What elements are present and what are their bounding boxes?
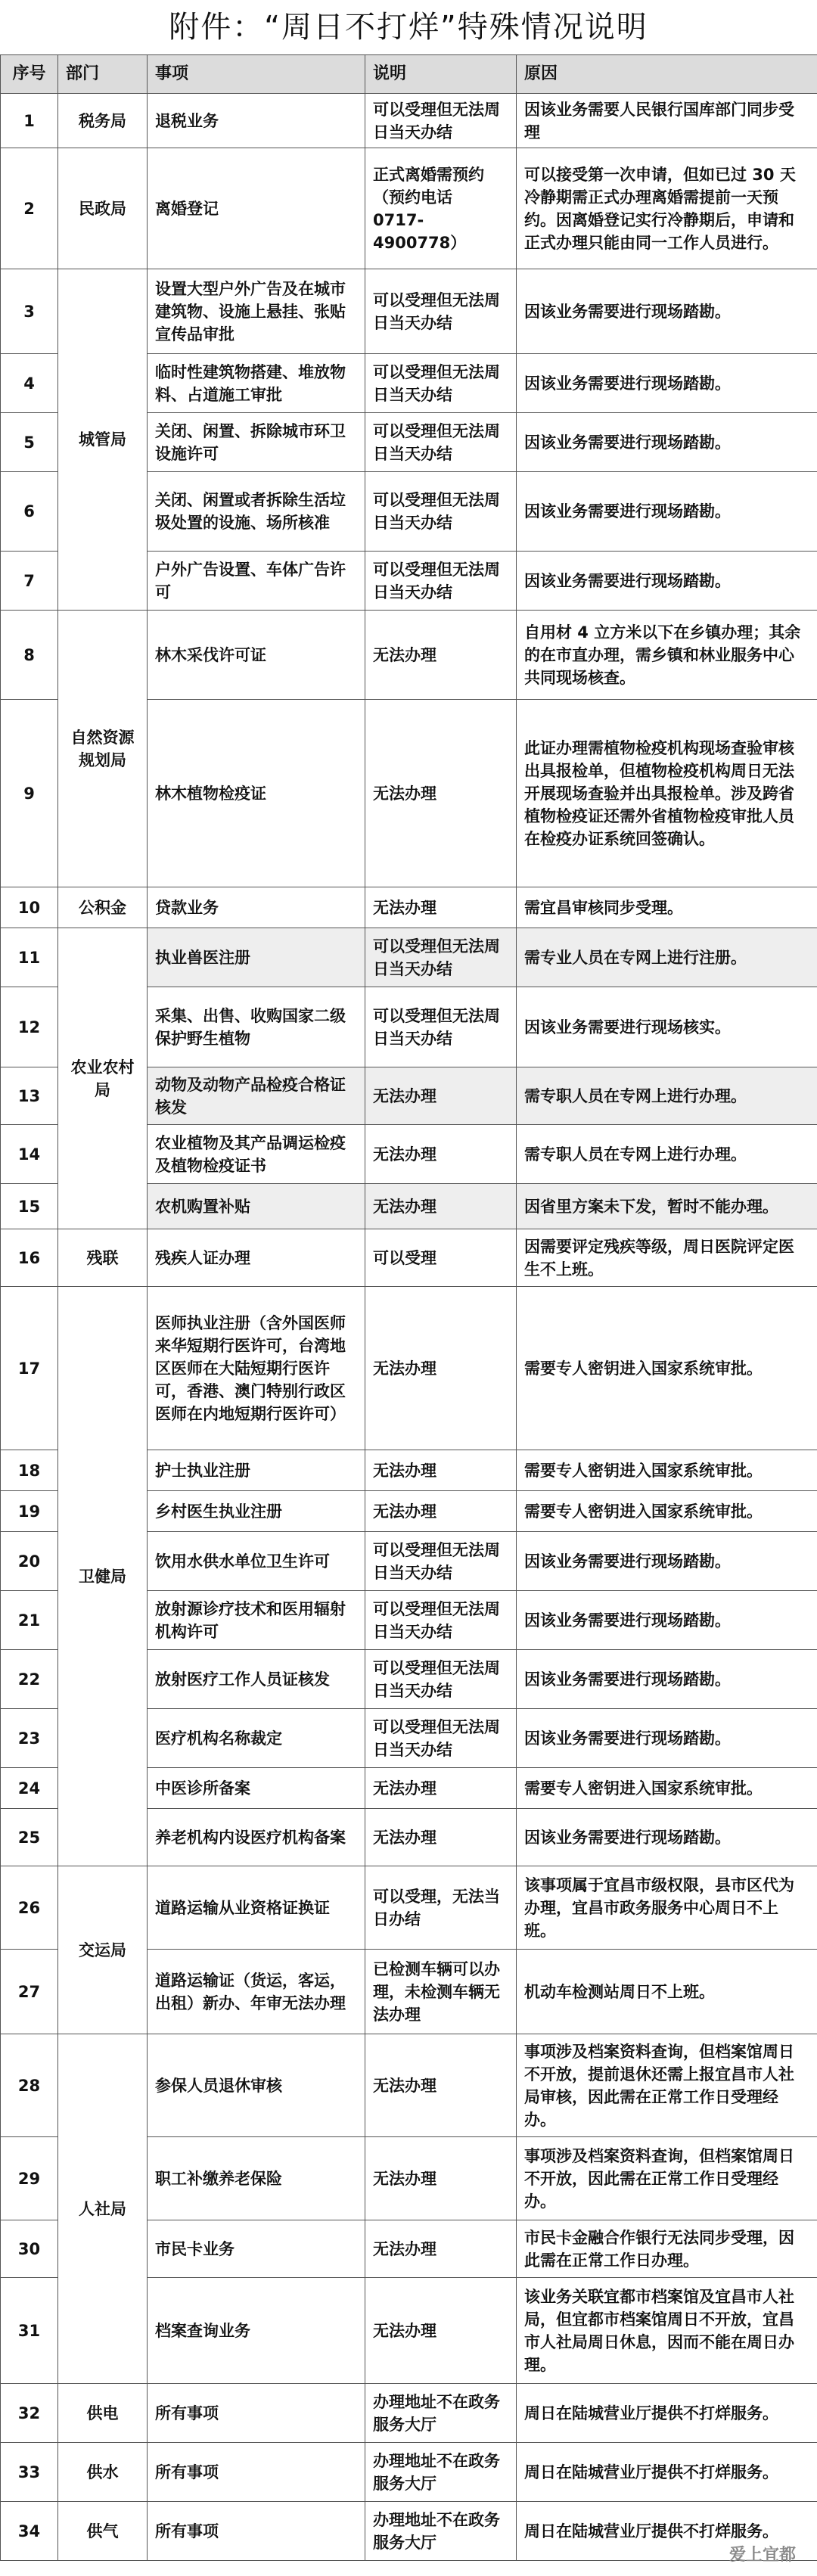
row-no: 20 xyxy=(1,1532,58,1591)
row-note: 办理地址不在政务服务大厅 xyxy=(365,2384,517,2443)
row-reason: 需要专人密钥进入国家系统审批。 xyxy=(517,1768,817,1809)
table-row xyxy=(1,269,817,354)
row-item: 采集、出售、收购国家二级保护野生植物 xyxy=(148,987,365,1067)
row-note: 无法办理 xyxy=(365,2278,517,2384)
row-reason: 需要专人密钥进入国家系统审批。 xyxy=(517,1450,817,1491)
table-row xyxy=(1,1229,817,1287)
row-item: 临时性建筑物搭建、堆放物料、占道施工审批 xyxy=(148,354,365,413)
row-note: 可以受理但无法周日当天办结 xyxy=(365,1591,517,1650)
row-reason: 因省里方案未下发，暂时不能办理。 xyxy=(517,1184,817,1229)
row-no: 6 xyxy=(1,472,58,552)
row-dept: 供电 xyxy=(58,2384,148,2443)
row-item: 贷款业务 xyxy=(148,887,365,928)
row-no: 1 xyxy=(1,94,58,148)
special-cases-table xyxy=(0,54,817,2561)
table-row xyxy=(1,148,817,269)
row-note: 无法办理 xyxy=(365,2137,517,2220)
row-reason: 周日在陆城营业厅提供不打烊服务。 xyxy=(517,2384,817,2443)
row-no: 13 xyxy=(1,1067,58,1125)
row-reason: 周日在陆城营业厅提供不打烊服务。 xyxy=(517,2502,817,2561)
row-no: 14 xyxy=(1,1125,58,1184)
row-dept: 供水 xyxy=(58,2443,148,2502)
row-item: 饮用水供水单位卫生许可 xyxy=(148,1532,365,1591)
row-note: 可以受理但无法周日当天办结 xyxy=(365,94,517,148)
row-no: 12 xyxy=(1,987,58,1067)
table-row xyxy=(1,2443,817,2502)
row-item: 残疾人证办理 xyxy=(148,1229,365,1287)
row-note: 无法办理 xyxy=(365,1125,517,1184)
row-no: 10 xyxy=(1,887,58,928)
row-reason: 因该业务需要进行现场踏勘。 xyxy=(517,1591,817,1650)
row-no: 3 xyxy=(1,269,58,354)
row-note: 可以受理但无法周日当天办结 xyxy=(365,987,517,1067)
row-note: 已检测车辆可以办理，未检测车辆无法办理 xyxy=(365,1950,517,2034)
row-item: 中医诊所备案 xyxy=(148,1768,365,1809)
row-note: 可以受理但无法周日当天办结 xyxy=(365,1650,517,1709)
row-no: 26 xyxy=(1,1866,58,1950)
row-item: 林木植物检疫证 xyxy=(148,700,365,887)
row-no: 19 xyxy=(1,1491,58,1532)
row-item: 农业植物及其产品调运检疫及植物检疫证书 xyxy=(148,1125,365,1184)
row-reason: 周日在陆城营业厅提供不打烊服务。 xyxy=(517,2443,817,2502)
header-item: 事项 xyxy=(148,55,365,94)
row-note: 可以受理 xyxy=(365,1229,517,1287)
row-dept: 卫健局 xyxy=(58,1287,148,1866)
row-item: 道路运输证（货运，客运，出租）新办、年审无法办理 xyxy=(148,1950,365,2034)
row-reason: 因该业务需要进行现场踏勘。 xyxy=(517,1532,817,1591)
row-dept: 城管局 xyxy=(58,269,148,611)
row-no: 15 xyxy=(1,1184,58,1229)
table-row xyxy=(1,94,817,148)
row-reason: 需专职人员在专网上进行办理。 xyxy=(517,1125,817,1184)
row-note: 可以受理但无法周日当天办结 xyxy=(365,354,517,413)
row-item: 道路运输从业资格证换证 xyxy=(148,1866,365,1950)
row-item: 乡村医生执业注册 xyxy=(148,1491,365,1532)
row-reason: 需专职人员在专网上进行办理。 xyxy=(517,1067,817,1125)
row-note: 办理地址不在政务服务大厅 xyxy=(365,2502,517,2561)
row-item: 医疗机构名称裁定 xyxy=(148,1709,365,1768)
row-reason: 事项涉及档案资料查询，但档案馆周日不开放，因此需在正常工作日受理经办。 xyxy=(517,2137,817,2220)
row-no: 16 xyxy=(1,1229,58,1287)
row-reason: 因该业务需要进行现场踏勘。 xyxy=(517,1709,817,1768)
row-item: 职工补缴养老保险 xyxy=(148,2137,365,2220)
row-reason: 因该业务需要进行现场核实。 xyxy=(517,987,817,1067)
table-row xyxy=(1,1287,817,1450)
row-item: 离婚登记 xyxy=(148,148,365,269)
row-note: 无法办理 xyxy=(365,887,517,928)
watermark-logo: 爱上宜都 xyxy=(728,2546,796,2565)
table-header-row xyxy=(1,55,817,94)
row-note: 无法办理 xyxy=(365,1450,517,1491)
row-note: 可以受理但无法周日当天办结 xyxy=(365,413,517,472)
table-row xyxy=(1,2502,817,2561)
row-item: 医师执业注册（含外国医师来华短期行医许可，台湾地区医师在大陆短期行医许可，香港、澳门特别行政区医师在内地短期行医许可） xyxy=(148,1287,365,1450)
row-no: 34 xyxy=(1,2502,58,2561)
row-item: 关闭、闲置、拆除城市环卫设施许可 xyxy=(148,413,365,472)
row-no: 27 xyxy=(1,1950,58,2034)
row-no: 22 xyxy=(1,1650,58,1709)
row-item: 所有事项 xyxy=(148,2502,365,2561)
table-row xyxy=(1,1866,817,1950)
row-note: 无法办理 xyxy=(365,1184,517,1229)
row-item: 放射医疗工作人员证核发 xyxy=(148,1650,365,1709)
row-dept: 农业农村局 xyxy=(58,928,148,1229)
table-row xyxy=(1,887,817,928)
row-note: 无法办理 xyxy=(365,1809,517,1866)
header-note: 说明 xyxy=(365,55,517,94)
row-dept: 残联 xyxy=(58,1229,148,1287)
row-no: 24 xyxy=(1,1768,58,1809)
row-note: 可以受理但无法周日当天办结 xyxy=(365,928,517,987)
row-reason: 因该业务需要进行现场踏勘。 xyxy=(517,1650,817,1709)
row-item: 放射源诊疗技术和医用辐射机构许可 xyxy=(148,1591,365,1650)
row-note: 可以受理但无法周日当天办结 xyxy=(365,1709,517,1768)
row-note: 无法办理 xyxy=(365,1768,517,1809)
row-no: 33 xyxy=(1,2443,58,2502)
row-no: 9 xyxy=(1,700,58,887)
header-dept: 部门 xyxy=(58,55,148,94)
row-item: 参保人员退休审核 xyxy=(148,2034,365,2137)
row-reason: 事项涉及档案资料查询，但档案馆周日不开放，提前退休还需上报宜昌市人社局审核，因此需在正常工作日受理经办。 xyxy=(517,2034,817,2137)
row-item: 林木采伐许可证 xyxy=(148,611,365,700)
row-reason: 此证办理需植物检疫机构现场查验审核出具报检单，但植物检疫机构周日无法开展现场查验并出具报检单。涉及跨省植物检疫证还需外省植物检疫审批人员在检疫办证系统回签确认。 xyxy=(517,700,817,887)
row-note: 可以受理但无法周日当天办结 xyxy=(365,552,517,611)
row-no: 5 xyxy=(1,413,58,472)
row-dept: 供气 xyxy=(58,2502,148,2561)
row-reason: 需宜昌审核同步受理。 xyxy=(517,887,817,928)
row-item: 档案查询业务 xyxy=(148,2278,365,2384)
row-reason: 该业务关联宜都市档案馆及宜昌市人社局，但宜都市档案馆周日不开放，宜昌市人社局周日休息，因而不能在周日办理。 xyxy=(517,2278,817,2384)
row-note: 无法办理 xyxy=(365,2220,517,2278)
row-no: 17 xyxy=(1,1287,58,1450)
row-reason: 因该业务需要进行现场踏勘。 xyxy=(517,472,817,552)
header-no: 序号 xyxy=(1,55,58,94)
row-note: 无法办理 xyxy=(365,1491,517,1532)
row-reason: 自用材 4 立方米以下在乡镇办理；其余的在市直办理，需乡镇和林业服务中心共同现场核查。 xyxy=(517,611,817,700)
row-no: 31 xyxy=(1,2278,58,2384)
row-reason: 需专业人员在专网上进行注册。 xyxy=(517,928,817,987)
row-no: 11 xyxy=(1,928,58,987)
row-dept: 民政局 xyxy=(58,148,148,269)
row-no: 4 xyxy=(1,354,58,413)
row-no: 32 xyxy=(1,2384,58,2443)
row-note: 可以受理，无法当日办结 xyxy=(365,1866,517,1950)
row-note: 无法办理 xyxy=(365,1287,517,1450)
row-note: 无法办理 xyxy=(365,2034,517,2137)
row-note: 可以受理但无法周日当天办结 xyxy=(365,1532,517,1591)
row-dept: 交运局 xyxy=(58,1866,148,2034)
row-item: 动物及动物产品检疫合格证核发 xyxy=(148,1067,365,1125)
row-item: 关闭、闲置或者拆除生活垃圾处置的设施、场所核准 xyxy=(148,472,365,552)
row-dept: 公积金 xyxy=(58,887,148,928)
row-reason: 因该业务需要进行现场踏勘。 xyxy=(517,269,817,354)
row-reason: 因该业务需要进行现场踏勘。 xyxy=(517,552,817,611)
row-item: 护士执业注册 xyxy=(148,1450,365,1491)
row-note: 正式离婚需预约（预约电话 0717-4900778） xyxy=(365,148,517,269)
row-item: 养老机构内设医疗机构备案 xyxy=(148,1809,365,1866)
row-reason: 市民卡金融合作银行无法同步受理，因此需在正常工作日办理。 xyxy=(517,2220,817,2278)
row-item: 农机购置补贴 xyxy=(148,1184,365,1229)
row-dept: 税务局 xyxy=(58,94,148,148)
row-note: 无法办理 xyxy=(365,700,517,887)
row-no: 7 xyxy=(1,552,58,611)
row-item: 设置大型户外广告及在城市建筑物、设施上悬挂、张贴宣传品审批 xyxy=(148,269,365,354)
table-row xyxy=(1,928,817,987)
row-no: 28 xyxy=(1,2034,58,2137)
row-note: 无法办理 xyxy=(365,611,517,700)
table-row xyxy=(1,611,817,700)
row-no: 18 xyxy=(1,1450,58,1491)
row-no: 8 xyxy=(1,611,58,700)
row-reason: 因需要评定残疾等级，周日医院评定医生不上班。 xyxy=(517,1229,817,1287)
row-note: 可以受理但无法周日当天办结 xyxy=(365,269,517,354)
row-reason: 机动车检测站周日不上班。 xyxy=(517,1950,817,2034)
row-reason: 该事项属于宜昌市级权限，县市区代为办理，宜昌市政务服务中心周日不上班。 xyxy=(517,1866,817,1950)
row-item: 市民卡业务 xyxy=(148,2220,365,2278)
header-reason: 原因 xyxy=(517,55,817,94)
table-row xyxy=(1,2034,817,2137)
row-dept: 人社局 xyxy=(58,2034,148,2384)
row-item: 执业兽医注册 xyxy=(148,928,365,987)
row-no: 21 xyxy=(1,1591,58,1650)
row-no: 23 xyxy=(1,1709,58,1768)
row-reason: 因该业务需要人民银行国库部门同步受理 xyxy=(517,94,817,148)
row-reason: 需要专人密钥进入国家系统审批。 xyxy=(517,1287,817,1450)
row-no: 29 xyxy=(1,2137,58,2220)
row-reason: 可以接受第一次申请，但如已过 30 天冷静期需正式办理离婚需提前一天预约。因离婚登记实行冷静期后，申请和正式办理只能由同一工作人员进行。 xyxy=(517,148,817,269)
table-row xyxy=(1,2384,817,2443)
row-reason: 因该业务需要进行现场踏勘。 xyxy=(517,354,817,413)
row-reason: 需要专人密钥进入国家系统审批。 xyxy=(517,1491,817,1532)
row-reason: 因该业务需要进行现场踏勘。 xyxy=(517,413,817,472)
row-reason: 因该业务需要进行现场踏勘。 xyxy=(517,1809,817,1866)
row-no: 25 xyxy=(1,1809,58,1866)
row-note: 办理地址不在政务服务大厅 xyxy=(365,2443,517,2502)
row-item: 所有事项 xyxy=(148,2443,365,2502)
row-no: 2 xyxy=(1,148,58,269)
page-title: 附件：“周日不打烊”特殊情况说明 xyxy=(169,10,648,45)
row-item: 退税业务 xyxy=(148,94,365,148)
row-dept: 自然资源规划局 xyxy=(58,611,148,887)
row-item: 户外广告设置、车体广告许可 xyxy=(148,552,365,611)
row-note: 无法办理 xyxy=(365,1067,517,1125)
row-note: 可以受理但无法周日当天办结 xyxy=(365,472,517,552)
row-item: 所有事项 xyxy=(148,2384,365,2443)
row-no: 30 xyxy=(1,2220,58,2278)
